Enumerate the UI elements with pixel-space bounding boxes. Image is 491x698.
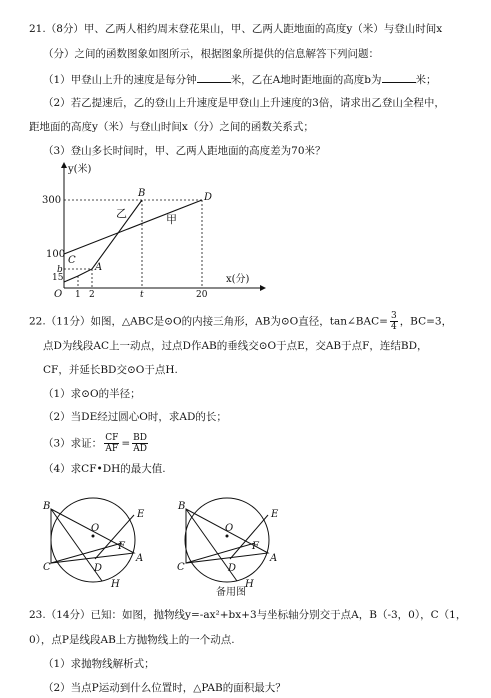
q21-line2: （分）之间的函数图象如图所示，根据图象所提供的信息解答下列问题：	[43, 48, 379, 60]
q21-part1	[43, 72, 437, 87]
center-dot	[92, 535, 95, 538]
fraction-cf-af	[104, 433, 119, 454]
circle-o-spare	[185, 498, 269, 582]
x-axis-label: x(分)	[226, 274, 250, 285]
q21-part1-c: 米；	[415, 74, 437, 86]
label-d-spare: D	[228, 563, 237, 574]
q22-line3: CF，并延长BD交⊙O于点H.	[43, 364, 178, 376]
q22-part3: （3）求证： $\frac{CF}{AF}$ = $\frac{BD}{AD}$	[43, 433, 147, 454]
circle-o	[51, 498, 135, 582]
label-e: E	[137, 509, 145, 520]
label-b-spare: B	[178, 501, 186, 512]
q23-part1: （1）求抛物线解析式；	[43, 658, 155, 670]
point-b: B	[138, 188, 146, 199]
q22-part3-a: （3）求证：	[43, 437, 103, 450]
q23-part2: （2）当点P运动到什么位置时，△PAB的面积最大？	[43, 682, 286, 694]
q23-line2: 0），点P是线段AB上方抛物线上的一个动点.	[29, 634, 235, 646]
tick-b: b	[57, 265, 63, 275]
fraction-bd-ad	[132, 433, 148, 454]
center-dot-spare	[226, 535, 229, 538]
label-h: H	[111, 579, 120, 590]
q22-part4: （4）求CF•DH的最大值.	[43, 463, 166, 475]
line-cf	[51, 543, 122, 563]
tick-100: 100	[46, 249, 66, 260]
label-c: C	[43, 562, 51, 573]
x-axis-arrow	[260, 285, 266, 291]
label-yi: 乙	[116, 207, 127, 220]
frac-af: AF	[105, 444, 119, 454]
label-d: D	[94, 563, 103, 574]
q21-part1-a: （1）甲登山上升的速度是每分钟	[43, 74, 197, 86]
q21-part1-b: 米，乙在A地时距地面的高度b为	[230, 74, 382, 86]
blank-speed	[197, 72, 231, 83]
point-c: C	[68, 255, 76, 266]
blank-height	[382, 72, 416, 83]
label-e-spare: E	[271, 509, 279, 520]
tick-2: 2	[89, 290, 95, 300]
point-a: A	[95, 262, 103, 273]
line-jia	[64, 200, 202, 254]
tick-t: t	[140, 290, 144, 300]
tick-20: 20	[196, 290, 208, 300]
q21-part3: （3）登山多长时间时，甲、乙两人距地面的高度差为70米？	[43, 145, 326, 157]
q22-line1-b: ，BC=3，	[399, 315, 453, 328]
y-axis-arrow	[61, 162, 67, 168]
tan-fraction	[390, 311, 398, 332]
spare-figure-caption: 备用图	[216, 587, 246, 598]
q23-line1: 23.（14分）已知：如图，抛物线y=-ax²+bx+3与坐标轴分别交于点A，B（-3，0），C（1，	[29, 609, 467, 621]
q22-line1-a: 22.（11分）如图，△ABC是⊙O的内接三角形，AB为⊙O直径，tan∠BAC=	[29, 315, 388, 328]
q21-line1: 21.（8分）甲、乙两人相约周末登花果山，甲、乙两人距地面的高度y（米）与登山时间x	[29, 23, 443, 35]
q22-part1: （1）求⊙O的半径；	[43, 388, 141, 400]
label-o: O	[91, 523, 100, 534]
frac-ad: AD	[133, 444, 147, 454]
q21-part2-line1: （2）若乙提速后，乙的登山上升速度是甲登山上升速度的3倍，请求出乙登山全程中，	[43, 97, 445, 109]
tan-numerator: 3	[390, 311, 397, 321]
q22-figure-main	[38, 495, 168, 590]
label-a: A	[136, 553, 144, 564]
q21-function-graph	[30, 160, 270, 300]
tick-300: 300	[42, 195, 62, 206]
y-axis-label: y(米)	[68, 164, 92, 175]
label-b: B	[43, 501, 51, 512]
point-d: D	[204, 192, 213, 203]
line-cf-spare	[186, 543, 255, 563]
line-yi	[64, 200, 142, 282]
tan-denominator: 4	[390, 322, 397, 332]
tick-1: 1	[75, 290, 81, 300]
tick-15: 15	[52, 273, 64, 283]
frac-cf: CF	[105, 433, 119, 443]
q22-line1	[29, 311, 452, 332]
label-a-spare: A	[270, 553, 278, 564]
line-de	[95, 515, 134, 559]
tick-origin: O	[54, 289, 63, 300]
label-f: F	[118, 541, 125, 552]
label-f-spare: F	[252, 541, 259, 552]
frac-bd: BD	[133, 433, 147, 443]
label-c-spare: C	[177, 562, 185, 573]
q22-part2: （2）当DE经过圆心O时，求AD的长；	[43, 411, 227, 423]
q22-line2: 点D为线段AC上一动点，过点D作AB的垂线交⊙O于点E，交AB于点F，连结BD，	[43, 340, 428, 352]
q22-figure-spare	[175, 495, 285, 590]
line-de-spare	[230, 515, 268, 559]
q21-part2-line2: 距地面的高度y（米）与登山时间x（分）之间的函数关系式；	[29, 121, 314, 133]
label-jia: 甲	[166, 213, 177, 226]
label-h-spare: H	[245, 579, 254, 590]
label-o-spare: O	[225, 523, 234, 534]
